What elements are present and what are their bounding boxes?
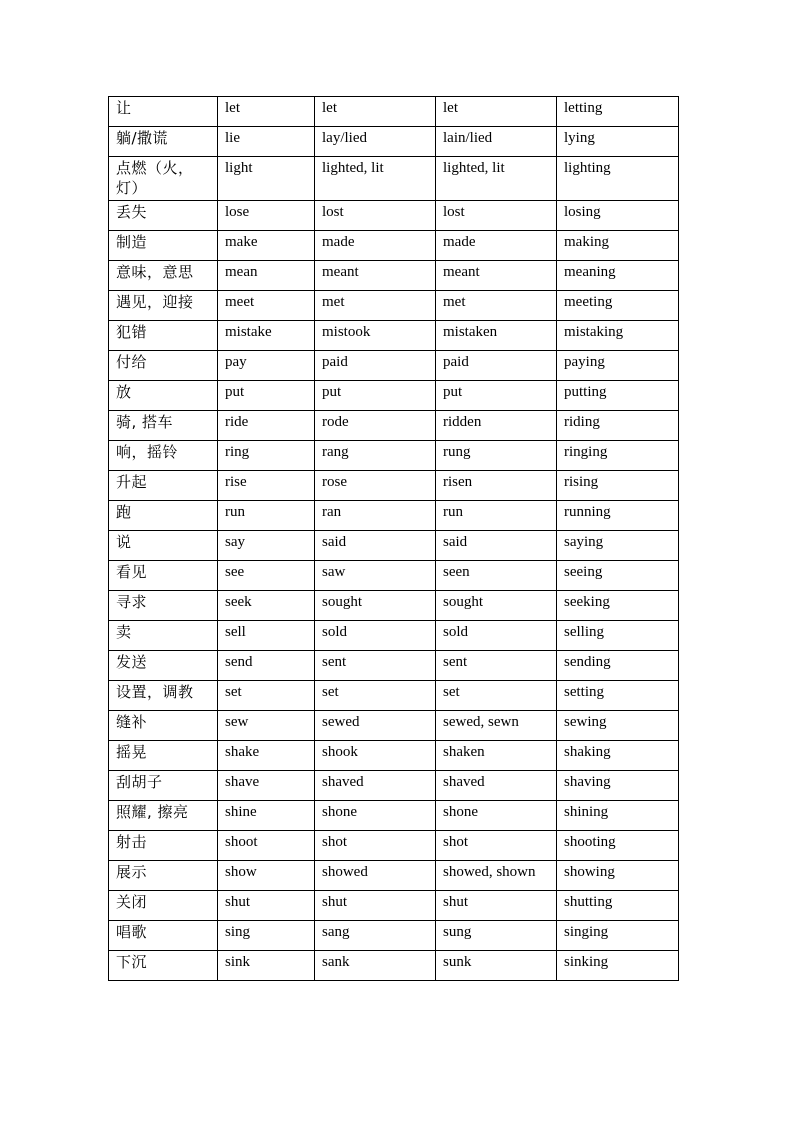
table-row [109, 861, 679, 891]
chinese-meaning-cell: 点燃（火，灯） [109, 157, 218, 201]
chinese-meaning-cell: 放 [109, 381, 218, 411]
table-row [109, 801, 679, 831]
base-form-cell: rise [218, 471, 315, 501]
past-participle-cell: set [436, 681, 557, 711]
past-tense-cell: lost [315, 201, 436, 231]
chinese-meaning-cell: 躺/撒谎 [109, 127, 218, 157]
chinese-meaning-cell: 展示 [109, 861, 218, 891]
chinese-meaning-cell: 寻求 [109, 591, 218, 621]
base-form-cell: shine [218, 801, 315, 831]
table-row [109, 711, 679, 741]
table-row [109, 651, 679, 681]
past-participle-cell: ridden [436, 411, 557, 441]
past-participle-cell: shut [436, 891, 557, 921]
past-tense-cell: meant [315, 261, 436, 291]
table-row [109, 561, 679, 591]
chinese-meaning-cell: 设置，调教 [109, 681, 218, 711]
past-tense-cell: rang [315, 441, 436, 471]
past-participle-cell: lain/lied [436, 127, 557, 157]
chinese-meaning-cell: 响，摇铃 [109, 441, 218, 471]
table-row [109, 381, 679, 411]
table-row [109, 291, 679, 321]
present-participle-cell: losing [557, 201, 679, 231]
past-participle-cell: shaken [436, 741, 557, 771]
past-participle-cell: sent [436, 651, 557, 681]
present-participle-cell: setting [557, 681, 679, 711]
base-form-cell: sew [218, 711, 315, 741]
past-participle-cell: mistaken [436, 321, 557, 351]
present-participle-cell: shaking [557, 741, 679, 771]
past-tense-cell: sang [315, 921, 436, 951]
chinese-meaning-cell: 看见 [109, 561, 218, 591]
present-participle-cell: seeking [557, 591, 679, 621]
present-participle-cell: saying [557, 531, 679, 561]
present-participle-cell: showing [557, 861, 679, 891]
present-participle-cell: mistaking [557, 321, 679, 351]
base-form-cell: sink [218, 951, 315, 981]
present-participle-cell: paying [557, 351, 679, 381]
table-row [109, 231, 679, 261]
chinese-meaning-cell: 犯错 [109, 321, 218, 351]
past-tense-cell: let [315, 97, 436, 127]
present-participle-cell: sinking [557, 951, 679, 981]
past-tense-cell: lay/lied [315, 127, 436, 157]
base-form-cell: lie [218, 127, 315, 157]
present-participle-cell: selling [557, 621, 679, 651]
past-tense-cell: saw [315, 561, 436, 591]
past-participle-cell: rung [436, 441, 557, 471]
base-form-cell: lose [218, 201, 315, 231]
chinese-meaning-cell: 骑, 搭车 [109, 411, 218, 441]
past-tense-cell: mistook [315, 321, 436, 351]
past-participle-cell: met [436, 291, 557, 321]
chinese-meaning-cell: 说 [109, 531, 218, 561]
chinese-meaning-cell: 下沉 [109, 951, 218, 981]
past-participle-cell: sunk [436, 951, 557, 981]
past-participle-cell: sought [436, 591, 557, 621]
past-participle-cell: said [436, 531, 557, 561]
present-participle-cell: shooting [557, 831, 679, 861]
chinese-meaning-cell: 刮胡子 [109, 771, 218, 801]
past-tense-cell: shaved [315, 771, 436, 801]
base-form-cell: let [218, 97, 315, 127]
past-tense-cell: sought [315, 591, 436, 621]
base-form-cell: meet [218, 291, 315, 321]
table-row [109, 531, 679, 561]
table-row [109, 127, 679, 157]
table-row [109, 891, 679, 921]
base-form-cell: light [218, 157, 315, 201]
table-row [109, 621, 679, 651]
table-row [109, 771, 679, 801]
present-participle-cell: shaving [557, 771, 679, 801]
past-participle-cell: put [436, 381, 557, 411]
past-tense-cell: put [315, 381, 436, 411]
chinese-meaning-cell: 射击 [109, 831, 218, 861]
base-form-cell: ring [218, 441, 315, 471]
chinese-meaning-cell: 付给 [109, 351, 218, 381]
present-participle-cell: rising [557, 471, 679, 501]
table-row [109, 921, 679, 951]
base-form-cell: mistake [218, 321, 315, 351]
chinese-meaning-cell: 遇见，迎接 [109, 291, 218, 321]
present-participle-cell: making [557, 231, 679, 261]
past-participle-cell: run [436, 501, 557, 531]
table-row [109, 441, 679, 471]
present-participle-cell: meaning [557, 261, 679, 291]
chinese-meaning-cell: 让 [109, 97, 218, 127]
chinese-meaning-cell: 制造 [109, 231, 218, 261]
present-participle-cell: letting [557, 97, 679, 127]
table-row [109, 157, 679, 201]
chinese-meaning-cell: 关闭 [109, 891, 218, 921]
present-participle-cell: shutting [557, 891, 679, 921]
table-row [109, 741, 679, 771]
past-tense-cell: paid [315, 351, 436, 381]
past-participle-cell: seen [436, 561, 557, 591]
past-tense-cell: shot [315, 831, 436, 861]
present-participle-cell: putting [557, 381, 679, 411]
table-row [109, 591, 679, 621]
past-participle-cell: let [436, 97, 557, 127]
past-tense-cell: made [315, 231, 436, 261]
past-tense-cell: shut [315, 891, 436, 921]
present-participle-cell: seeing [557, 561, 679, 591]
present-participle-cell: singing [557, 921, 679, 951]
present-participle-cell: lighting [557, 157, 679, 201]
base-form-cell: mean [218, 261, 315, 291]
present-participle-cell: sewing [557, 711, 679, 741]
base-form-cell: see [218, 561, 315, 591]
base-form-cell: shoot [218, 831, 315, 861]
present-participle-cell: meeting [557, 291, 679, 321]
base-form-cell: sell [218, 621, 315, 651]
chinese-meaning-cell: 升起 [109, 471, 218, 501]
past-tense-cell: shook [315, 741, 436, 771]
past-participle-cell: sung [436, 921, 557, 951]
base-form-cell: run [218, 501, 315, 531]
table-row [109, 321, 679, 351]
past-tense-cell: met [315, 291, 436, 321]
past-tense-cell: lighted, lit [315, 157, 436, 201]
past-tense-cell: set [315, 681, 436, 711]
table-row [109, 351, 679, 381]
chinese-meaning-cell: 丢失 [109, 201, 218, 231]
chinese-meaning-cell: 跑 [109, 501, 218, 531]
past-participle-cell: shot [436, 831, 557, 861]
present-participle-cell: shining [557, 801, 679, 831]
table-row [109, 951, 679, 981]
base-form-cell: say [218, 531, 315, 561]
past-tense-cell: sent [315, 651, 436, 681]
table-row [109, 97, 679, 127]
table-row [109, 411, 679, 441]
chinese-meaning-cell: 卖 [109, 621, 218, 651]
past-participle-cell: risen [436, 471, 557, 501]
base-form-cell: set [218, 681, 315, 711]
chinese-meaning-cell: 发送 [109, 651, 218, 681]
past-participle-cell: lighted, lit [436, 157, 557, 201]
base-form-cell: ride [218, 411, 315, 441]
present-participle-cell: sending [557, 651, 679, 681]
past-participle-cell: meant [436, 261, 557, 291]
irregular-verb-table [108, 96, 679, 981]
past-participle-cell: paid [436, 351, 557, 381]
table-row [109, 831, 679, 861]
table-body [109, 97, 679, 981]
past-participle-cell: sewed, sewn [436, 711, 557, 741]
past-tense-cell: sold [315, 621, 436, 651]
past-tense-cell: shone [315, 801, 436, 831]
past-participle-cell: showed, shown [436, 861, 557, 891]
past-participle-cell: shaved [436, 771, 557, 801]
chinese-meaning-cell: 照耀, 擦亮 [109, 801, 218, 831]
past-tense-cell: showed [315, 861, 436, 891]
past-participle-cell: sold [436, 621, 557, 651]
present-participle-cell: running [557, 501, 679, 531]
past-participle-cell: lost [436, 201, 557, 231]
past-tense-cell: sewed [315, 711, 436, 741]
base-form-cell: shut [218, 891, 315, 921]
table-row [109, 201, 679, 231]
past-tense-cell: ran [315, 501, 436, 531]
chinese-meaning-cell: 唱歌 [109, 921, 218, 951]
past-tense-cell: rose [315, 471, 436, 501]
past-tense-cell: said [315, 531, 436, 561]
past-tense-cell: rode [315, 411, 436, 441]
base-form-cell: pay [218, 351, 315, 381]
base-form-cell: sing [218, 921, 315, 951]
table-row [109, 261, 679, 291]
chinese-meaning-cell: 意味，意思 [109, 261, 218, 291]
past-participle-cell: made [436, 231, 557, 261]
chinese-meaning-cell: 缝补 [109, 711, 218, 741]
table-row [109, 501, 679, 531]
past-tense-cell: sank [315, 951, 436, 981]
chinese-meaning-cell: 摇晃 [109, 741, 218, 771]
table-row [109, 471, 679, 501]
base-form-cell: seek [218, 591, 315, 621]
base-form-cell: shave [218, 771, 315, 801]
base-form-cell: make [218, 231, 315, 261]
present-participle-cell: ringing [557, 441, 679, 471]
present-participle-cell: lying [557, 127, 679, 157]
present-participle-cell: riding [557, 411, 679, 441]
base-form-cell: put [218, 381, 315, 411]
table-row [109, 681, 679, 711]
base-form-cell: show [218, 861, 315, 891]
past-participle-cell: shone [436, 801, 557, 831]
base-form-cell: send [218, 651, 315, 681]
base-form-cell: shake [218, 741, 315, 771]
